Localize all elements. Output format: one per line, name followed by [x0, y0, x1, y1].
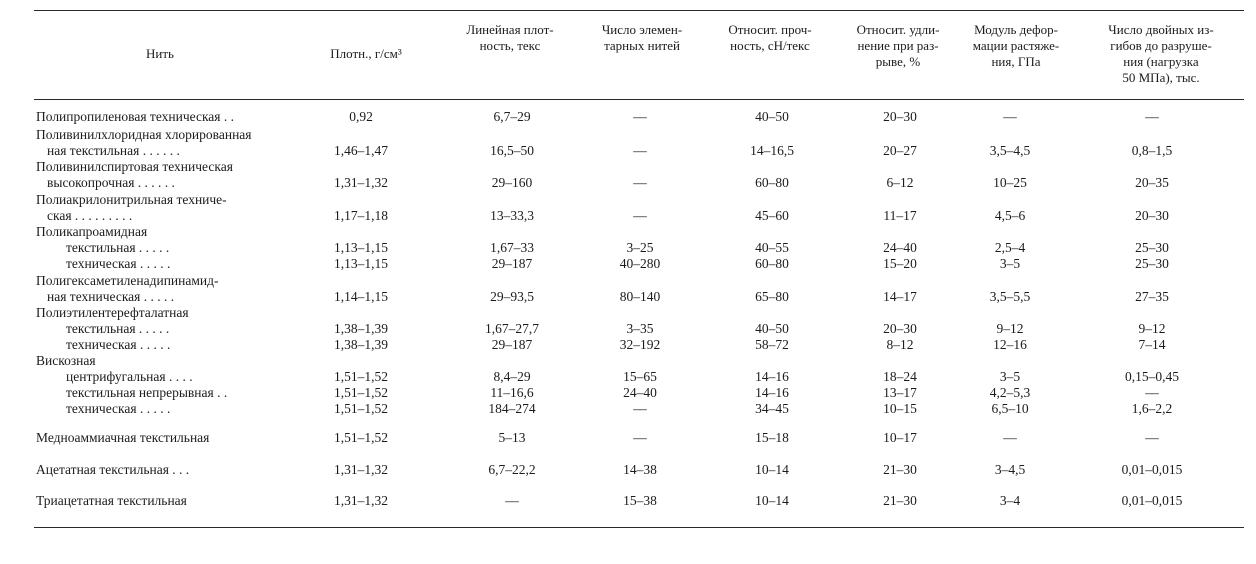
table-row	[0, 192, 1256, 208]
table-row	[0, 430, 1256, 446]
header-modulus-line: ния, ГПа	[991, 54, 1041, 69]
cell-strength: 14–16,5	[750, 143, 794, 158]
cell-linear-density: 29–93,5	[490, 289, 534, 304]
cell-elongation: 21–30	[883, 493, 917, 508]
cell-density: 1,51–1,52	[334, 385, 388, 400]
cell-elongation: 13–17	[883, 385, 917, 400]
cell-strength: 45–60	[755, 208, 789, 223]
cell-modulus: 3–5	[999, 256, 1021, 271]
cell-strength: 60–80	[755, 175, 789, 190]
cell-double-bends: 9–12	[1138, 321, 1166, 336]
cell-density: 1,31–1,32	[334, 462, 388, 477]
cell-linear-density: 16,5–50	[490, 143, 534, 158]
cell-linear-density: 29–160	[491, 175, 533, 190]
cell-density: 1,14–1,15	[334, 289, 388, 304]
cell-elongation: 6–12	[886, 175, 914, 190]
row-name: центрифугальная . . . .	[66, 369, 193, 384]
row-name: ская . . . . . . . . .	[47, 208, 133, 223]
row-name: техническая . . . . .	[66, 401, 171, 416]
cell-linear-density: —	[505, 493, 519, 508]
cell-modulus: —	[1003, 430, 1017, 445]
cell-linear-density: 29–187	[491, 256, 533, 271]
cell-filament-count: —	[633, 175, 647, 190]
cell-linear-density: 1,67–33	[490, 240, 534, 255]
cell-density: 1,51–1,52	[334, 369, 388, 384]
cell-density: 1,13–1,15	[334, 256, 388, 271]
bottom-rule	[34, 527, 1244, 528]
cell-double-bends: —	[1145, 430, 1159, 445]
cell-linear-density: 6,7–29	[493, 109, 531, 124]
cell-strength: 40–50	[755, 321, 789, 336]
table-row	[0, 127, 1256, 143]
table-row	[0, 337, 1256, 353]
table-row	[0, 273, 1256, 289]
header-double-bends-line: гибов до разруше-	[1110, 38, 1212, 53]
row-name: Полиэтилентерефталатная	[36, 305, 189, 320]
cell-double-bends: 0,01–0,015	[1121, 493, 1183, 508]
cell-filament-count: 40–280	[619, 256, 661, 271]
table-row	[0, 143, 1256, 159]
table-row	[0, 353, 1256, 369]
table-row	[0, 385, 1256, 401]
cell-density: 1,13–1,15	[334, 240, 388, 255]
cell-elongation: 10–17	[883, 430, 917, 445]
cell-linear-density: 29–187	[491, 337, 533, 352]
cell-strength: 15–18	[755, 430, 789, 445]
cell-strength: 40–50	[755, 109, 789, 124]
table-row	[0, 208, 1256, 224]
header-elongation-line: Относит. удли-	[856, 22, 940, 37]
header-elongation-line: нение при раз-	[857, 38, 939, 53]
row-name: Поликапроамидная	[36, 224, 148, 239]
table-row	[0, 369, 1256, 385]
row-name: Ацетатная текстильная . . .	[36, 462, 190, 477]
row-name: Полипропиленовая техническая . .	[36, 109, 235, 124]
header-strength	[710, 22, 830, 54]
cell-density: 1,51–1,52	[334, 401, 388, 416]
header-filament-count-line: Число элемен-	[601, 22, 683, 37]
cell-filament-count: 32–192	[619, 337, 661, 352]
cell-elongation: 15–20	[883, 256, 917, 271]
cell-double-bends: 1,6–2,2	[1131, 401, 1173, 416]
cell-elongation: 21–30	[883, 462, 917, 477]
table-row	[0, 256, 1256, 272]
cell-elongation: 20–30	[883, 321, 917, 336]
cell-elongation: 24–40	[883, 240, 917, 255]
table-row	[0, 493, 1256, 509]
header-linear-density-line: ность, текс	[479, 38, 541, 53]
header-filament-count	[582, 22, 702, 54]
header-filament-count-line: тарных нитей	[604, 38, 680, 53]
cell-density: 0,92	[349, 109, 373, 124]
cell-modulus: 3,5–4,5	[989, 143, 1031, 158]
cell-double-bends: 7–14	[1138, 337, 1166, 352]
table-row	[0, 224, 1256, 240]
table-row	[0, 175, 1256, 191]
cell-linear-density: 5–13	[498, 430, 526, 445]
header-strength-line: ность, сН/текс	[730, 38, 810, 53]
cell-filament-count: 14–38	[623, 462, 657, 477]
cell-modulus: 2,5–4	[994, 240, 1026, 255]
cell-elongation: 10–15	[883, 401, 917, 416]
cell-modulus: 6,5–10	[991, 401, 1029, 416]
table-row	[0, 109, 1256, 125]
row-name: высокопрочная . . . . . .	[47, 175, 175, 190]
table-row	[0, 305, 1256, 321]
cell-filament-count: 3–35	[626, 321, 654, 336]
cell-double-bends: —	[1145, 385, 1159, 400]
cell-density: 1,31–1,32	[334, 175, 388, 190]
header-double-bends-line: Число двойных из-	[1108, 22, 1214, 37]
header-density: Плотн., г/см³	[330, 46, 402, 61]
header-linear-density-line: Линейная плот-	[466, 22, 554, 37]
cell-density: 1,31–1,32	[334, 493, 388, 508]
header-elongation	[838, 22, 958, 70]
cell-filament-count: —	[633, 208, 647, 223]
row-name: Поливинилспиртовая техническая	[36, 159, 233, 174]
header-elongation-line: рыве, %	[875, 54, 921, 69]
cell-density: 1,51–1,52	[334, 430, 388, 445]
row-name: текстильная . . . . .	[66, 321, 170, 336]
row-name: Полиакрилонитрильная техниче-	[36, 192, 227, 207]
header-modulus-line: Модуль дефор-	[974, 22, 1058, 37]
cell-modulus: 3–4,5	[994, 462, 1026, 477]
cell-linear-density: 184–274	[488, 401, 536, 416]
cell-strength: 65–80	[755, 289, 789, 304]
table-row	[0, 462, 1256, 478]
cell-double-bends: 0,15–0,45	[1125, 369, 1179, 384]
cell-elongation: 18–24	[883, 369, 917, 384]
cell-double-bends: 25–30	[1135, 240, 1169, 255]
cell-filament-count: 24–40	[623, 385, 657, 400]
cell-strength: 10–14	[755, 462, 789, 477]
cell-modulus: 3–5	[999, 369, 1021, 384]
cell-strength: 10–14	[755, 493, 789, 508]
top-rule	[34, 10, 1244, 11]
cell-elongation: 8–12	[886, 337, 914, 352]
table-row	[0, 240, 1256, 256]
cell-modulus: 3–4	[999, 493, 1021, 508]
header-double-bends-line: ния (нагрузка	[1123, 54, 1199, 69]
cell-double-bends: 0,01–0,015	[1121, 462, 1183, 477]
cell-double-bends: 20–35	[1135, 175, 1169, 190]
cell-density: 1,17–1,18	[334, 208, 388, 223]
table-row	[0, 321, 1256, 337]
row-name: ная текстильная . . . . . .	[47, 143, 180, 158]
cell-elongation: 14–17	[883, 289, 917, 304]
cell-double-bends: 20–30	[1135, 208, 1169, 223]
cell-filament-count: —	[633, 143, 647, 158]
cell-modulus: 3,5–5,5	[989, 289, 1031, 304]
cell-filament-count: 3–25	[626, 240, 654, 255]
cell-filament-count: 80–140	[619, 289, 661, 304]
cell-linear-density: 1,67–27,7	[485, 321, 539, 336]
row-name: Медноаммиачная текстильная	[36, 430, 210, 445]
row-name: текстильная . . . . .	[66, 240, 170, 255]
cell-linear-density: 6,7–22,2	[488, 462, 536, 477]
cell-strength: 14–16	[755, 369, 789, 384]
cell-modulus: —	[1003, 109, 1017, 124]
cell-modulus: 10–25	[993, 175, 1027, 190]
cell-filament-count: —	[633, 430, 647, 445]
cell-linear-density: 11–16,6	[490, 385, 534, 400]
cell-modulus: 9–12	[996, 321, 1024, 336]
cell-density: 1,38–1,39	[334, 321, 388, 336]
cell-double-bends: 0,8–1,5	[1131, 143, 1173, 158]
row-name: ная техническая . . . . .	[47, 289, 175, 304]
header-linear-density	[450, 22, 570, 54]
header-modulus	[956, 22, 1076, 70]
row-name: Полигексаметиленадипинамид-	[36, 273, 219, 288]
cell-strength: 14–16	[755, 385, 789, 400]
cell-elongation: 20–27	[883, 143, 917, 158]
header-strength-line: Относит. проч-	[728, 22, 812, 37]
header-rule	[34, 99, 1244, 100]
header-double-bends	[1086, 22, 1236, 86]
table-row	[0, 289, 1256, 305]
row-name: техническая . . . . .	[66, 256, 171, 271]
cell-filament-count: —	[633, 401, 647, 416]
cell-filament-count: 15–65	[623, 369, 657, 384]
cell-double-bends: 25–30	[1135, 256, 1169, 271]
header-double-bends-line: 50 МПа), тыс.	[1122, 70, 1200, 85]
cell-strength: 58–72	[755, 337, 789, 352]
cell-elongation: 20–30	[883, 109, 917, 124]
cell-filament-count: —	[633, 109, 647, 124]
row-name: Триацетатная текстильная	[36, 493, 187, 508]
cell-modulus: 12–16	[993, 337, 1027, 352]
cell-filament-count: 15–38	[623, 493, 657, 508]
table-row	[0, 401, 1256, 417]
cell-modulus: 4,5–6	[994, 208, 1026, 223]
cell-strength: 40–55	[755, 240, 789, 255]
cell-elongation: 11–17	[883, 208, 917, 223]
header-name: Нить	[146, 46, 174, 61]
header-modulus-line: мации растяже-	[972, 38, 1060, 53]
cell-linear-density: 8,4–29	[493, 369, 531, 384]
row-name: Поливинилхлоридная хлорированная	[36, 127, 252, 142]
cell-double-bends: —	[1145, 109, 1159, 124]
cell-density: 1,46–1,47	[334, 143, 388, 158]
row-name: текстильная непрерывная . .	[66, 385, 228, 400]
row-name: техническая . . . . .	[66, 337, 171, 352]
cell-double-bends: 27–35	[1135, 289, 1169, 304]
cell-strength: 60–80	[755, 256, 789, 271]
table-row	[0, 159, 1256, 175]
row-name: Вискозная	[36, 353, 96, 368]
cell-density: 1,38–1,39	[334, 337, 388, 352]
cell-strength: 34–45	[755, 401, 789, 416]
cell-modulus: 4,2–5,3	[989, 385, 1031, 400]
cell-linear-density: 13–33,3	[490, 208, 534, 223]
